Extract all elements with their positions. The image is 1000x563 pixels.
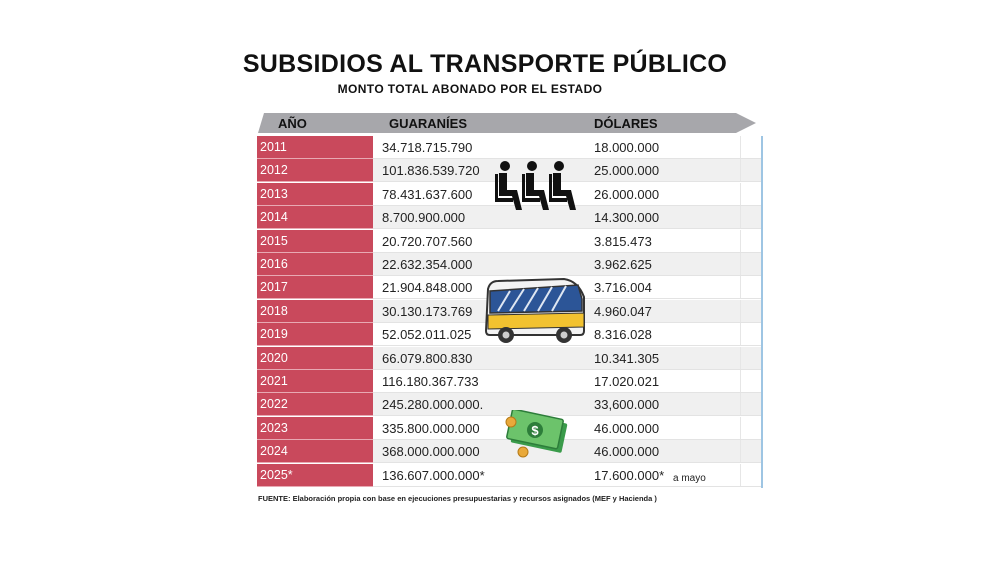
dolares-value: 8.316.028	[594, 327, 652, 343]
guaranies-value: 136.607.000.000*	[382, 467, 485, 483]
year-cell	[257, 300, 373, 323]
year-value: 2015	[260, 233, 288, 248]
money-icon	[503, 410, 569, 460]
year-value: 2017	[260, 280, 288, 295]
guaranies-value: 101.836.539.720	[382, 163, 480, 179]
dolares-value: 17.600.000*	[594, 467, 665, 483]
year-value: 2018	[260, 303, 288, 318]
header-dolares: DÓLARES	[594, 116, 658, 131]
year-value: 2013	[260, 186, 288, 201]
dolares-value: 17.020.021	[594, 374, 660, 389]
guaranies-value: 20.720.707.560	[382, 233, 473, 249]
year-value: 2021	[260, 374, 288, 388]
year-cell	[257, 393, 373, 416]
guaranies-value: 34.718.715.790	[382, 140, 473, 155]
year-cell	[257, 230, 373, 253]
seats-icon	[495, 160, 580, 214]
year-cell	[257, 159, 373, 182]
table-row	[257, 347, 761, 370]
year-cell	[257, 136, 373, 159]
guaranies-value: 52.052.011.025	[382, 327, 472, 343]
guaranies-value: 335.800.000.000	[382, 420, 480, 436]
year-cell	[257, 417, 373, 440]
dolares-value: 46.000.000	[594, 444, 660, 460]
guaranies-value: 30.130.173.769	[382, 303, 473, 319]
table-row	[257, 136, 761, 159]
guaranies-value: 245.280.000.000.	[382, 397, 484, 413]
source-footer: FUENTE: Elaboración propia con base en ejecuciones presupuestarias y recursos asignados (MEF y Hacienda )	[258, 494, 657, 503]
dolares-value: 10.341.305	[594, 350, 660, 366]
year-value: 2023	[260, 420, 288, 435]
bus-icon	[484, 277, 587, 345]
note-a-mayo: a mayo	[673, 473, 706, 484]
dolares-value: 3.716.004	[594, 280, 652, 296]
guaranies-value: 8.700.900.000	[382, 210, 466, 226]
table-row	[257, 230, 761, 253]
guaranies-value: 66.079.800.830	[382, 350, 473, 366]
page-title: SUBSIDIOS AL TRANSPORTE PÚBLICO	[242, 50, 728, 78]
year-cell	[257, 276, 373, 299]
year-cell	[257, 206, 373, 229]
dolares-value: 4.960.047	[594, 303, 652, 319]
guaranies-value: 368.000.000.000	[382, 444, 480, 460]
guaranies-value: 78.431.637.600	[382, 186, 473, 202]
year-value: 2019	[260, 327, 288, 342]
dolares-value: 3.815.473	[594, 233, 652, 249]
dolares-value: 25.000.000	[594, 163, 660, 179]
header-guaranies: GUARANÍES	[389, 116, 468, 131]
year-value: 2014	[260, 210, 288, 225]
year-value: 2020	[260, 350, 288, 365]
guaranies-value: 22.632.354.000	[382, 257, 473, 272]
year-cell	[257, 253, 373, 276]
year-value: 2016	[260, 257, 288, 271]
guaranies-value: 116.180.367.733	[382, 374, 479, 389]
dolares-value: 33,600.000	[594, 397, 660, 413]
svg-text:$: $	[531, 423, 539, 438]
guaranies-value: 21.904.848.000	[382, 280, 473, 296]
year-cell	[257, 464, 373, 487]
year-cell	[257, 370, 373, 393]
dolares-value: 3.962.625	[594, 257, 652, 272]
year-cell	[257, 440, 373, 463]
year-value: 2012	[260, 163, 288, 178]
year-value: 2024	[260, 444, 288, 459]
year-value: 2022	[260, 397, 288, 412]
table-header-bar	[258, 113, 756, 133]
header-year: AÑO	[278, 116, 307, 131]
dolares-value: 26.000.000	[594, 186, 660, 202]
table-row	[257, 253, 761, 276]
year-value: 2011	[260, 140, 287, 154]
table-row	[257, 370, 761, 393]
year-cell	[257, 347, 373, 370]
dolares-value: 14.300.000	[594, 210, 660, 226]
page-subtitle: MONTO TOTAL ABONADO POR EL ESTADO	[337, 82, 603, 96]
year-cell	[257, 323, 373, 346]
year-cell	[257, 183, 373, 206]
dolares-value: 46.000.000	[594, 420, 660, 436]
dolares-value: 18.000.000	[594, 140, 660, 155]
year-value: 2025*	[260, 467, 293, 482]
